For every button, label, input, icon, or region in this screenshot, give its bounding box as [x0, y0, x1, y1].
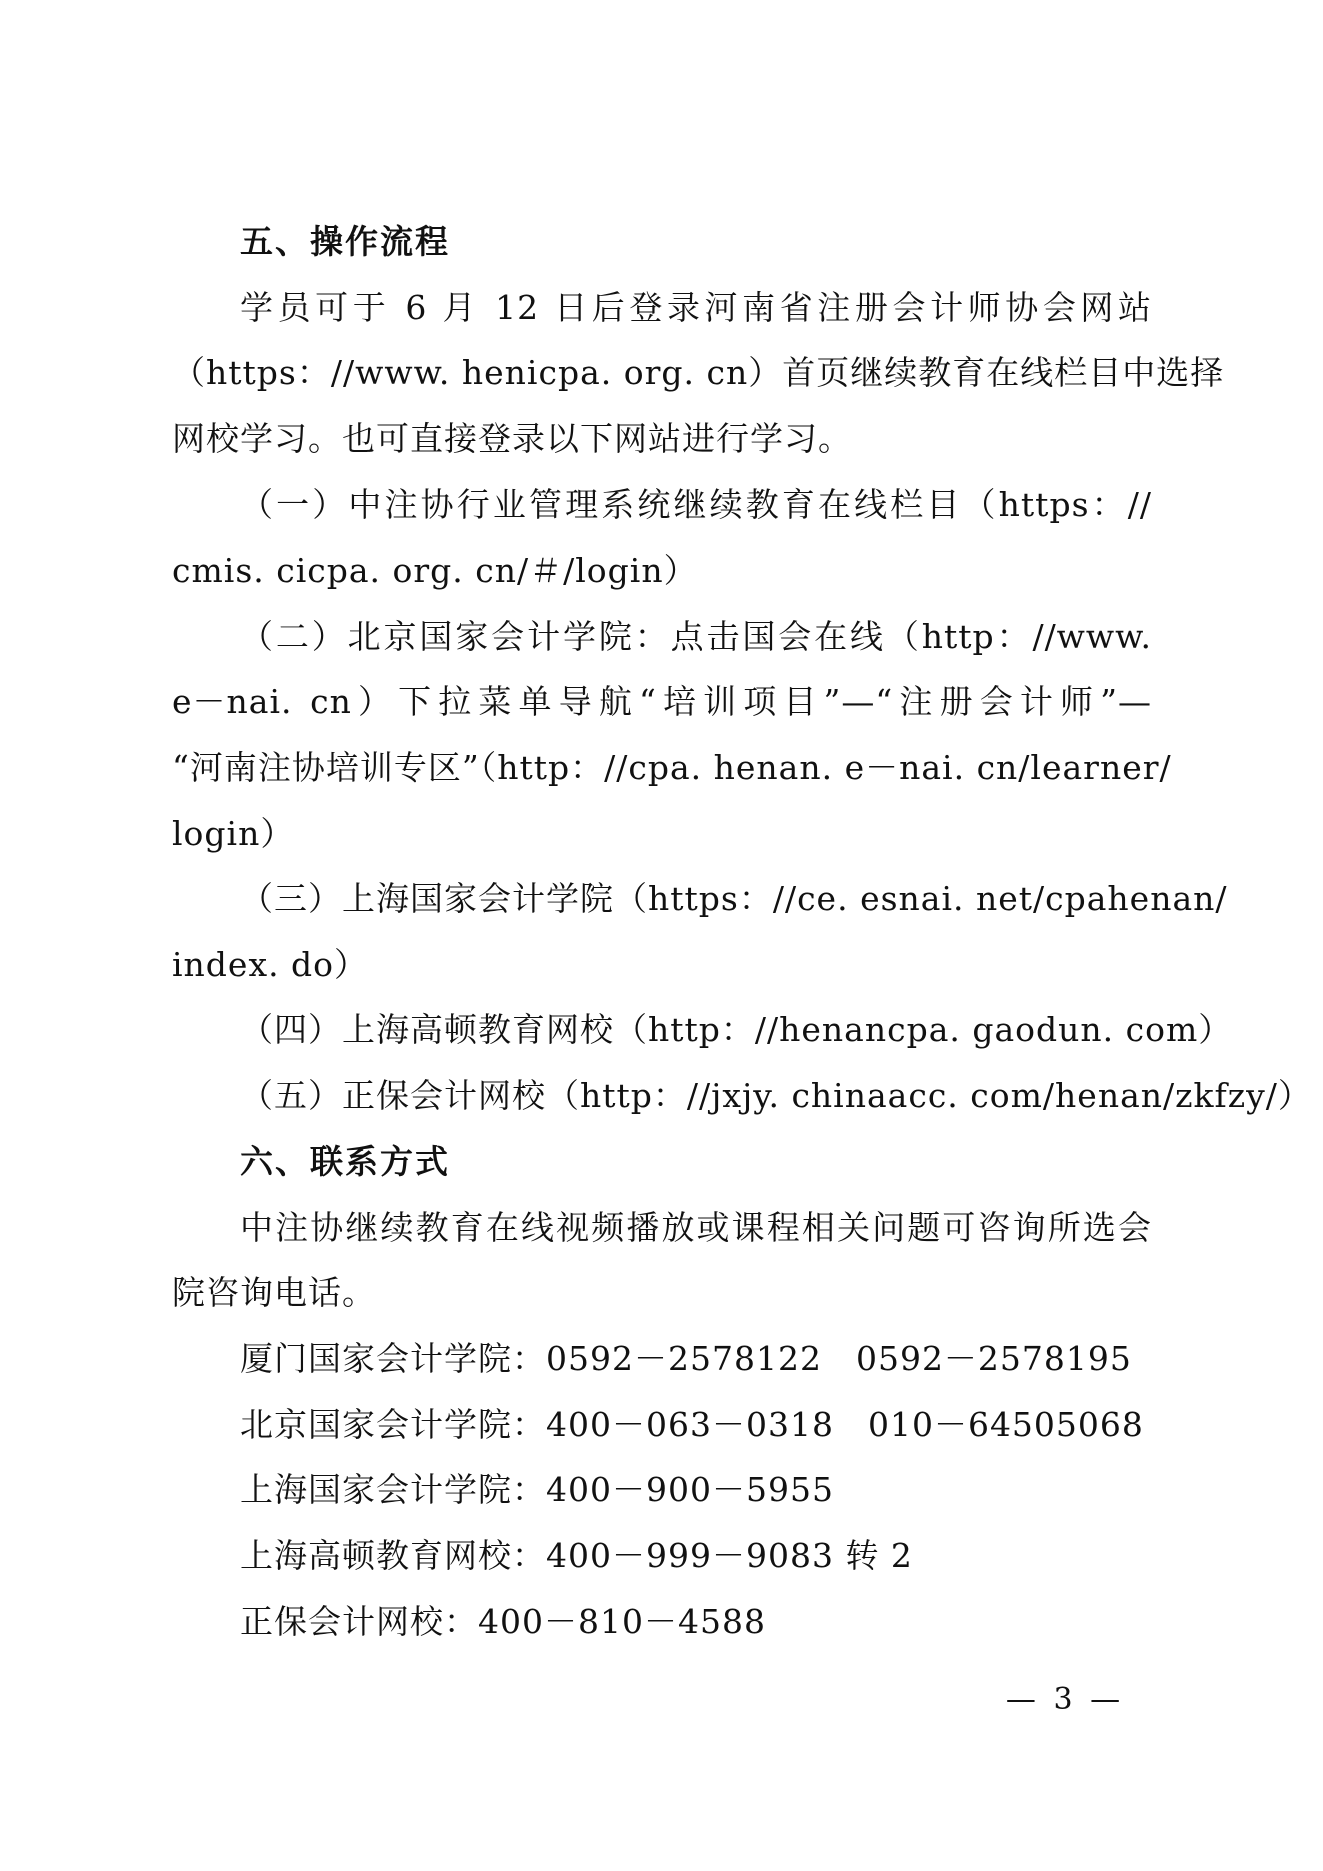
list-item-line: cmis. cicpa. org. cn/＃/login） [172, 551, 698, 590]
page-number: — 3 — [1005, 1682, 1125, 1717]
paragraph-line: 网校学习。也可直接登录以下网站进行学习。 [172, 419, 852, 458]
contact-line: 正保会计网校：400－810－4588 [240, 1602, 766, 1641]
list-item-line: login） [172, 814, 295, 853]
paragraph-line: 院咨询电话。 [172, 1273, 376, 1312]
contact-line: 北京国家会计学院：400－063－0318 010－64505068 [240, 1405, 1144, 1444]
list-item-line: e－nai. cn）下拉菜单导航“培训项目”—“注册会计师”— [172, 682, 1152, 721]
list-item-line: （三）上海国家会计学院（https：//ce. esnai. net/cpahenan/ [240, 879, 1228, 918]
paragraph-line: （https：//www. henicpa. org. cn）首页继续教育在线栏目中选择 [172, 353, 1225, 392]
list-item-line: （二）北京国家会计学院：点击国会在线（http：//www. [240, 617, 1152, 656]
contact-line: 厦门国家会计学院：0592－2578122 0592－2578195 [240, 1339, 1132, 1378]
contact-line: 上海国家会计学院：400－900－5955 [240, 1470, 834, 1509]
paragraph-line: 中注协继续教育在线视频播放或课程相关问题可咨询所选会 [240, 1208, 1152, 1247]
list-item-line: （五）正保会计网校（http：//jxjy. chinaacc. com/henan/zkfzy/） [240, 1076, 1312, 1115]
list-item-line: （四）上海高顿教育网校（http：//henancpa. gaodun. com） [240, 1010, 1233, 1049]
paragraph-line: 学员可于 6 月 12 日后登录河南省注册会计师协会网站 [240, 288, 1152, 327]
contact-line: 上海高顿教育网校：400－999－9083 转 2 [240, 1536, 913, 1575]
section-heading-operation-process: 五、操作流程 [240, 222, 450, 261]
list-item-line: （一）中注协行业管理系统继续教育在线栏目（https：// [240, 485, 1152, 524]
list-item-line: “河南注协培训专区”（http：//cpa. henan. e－nai. cn/learner/ [172, 748, 1172, 787]
list-item-line: index. do） [172, 945, 369, 984]
section-heading-contact: 六、联系方式 [240, 1142, 450, 1181]
